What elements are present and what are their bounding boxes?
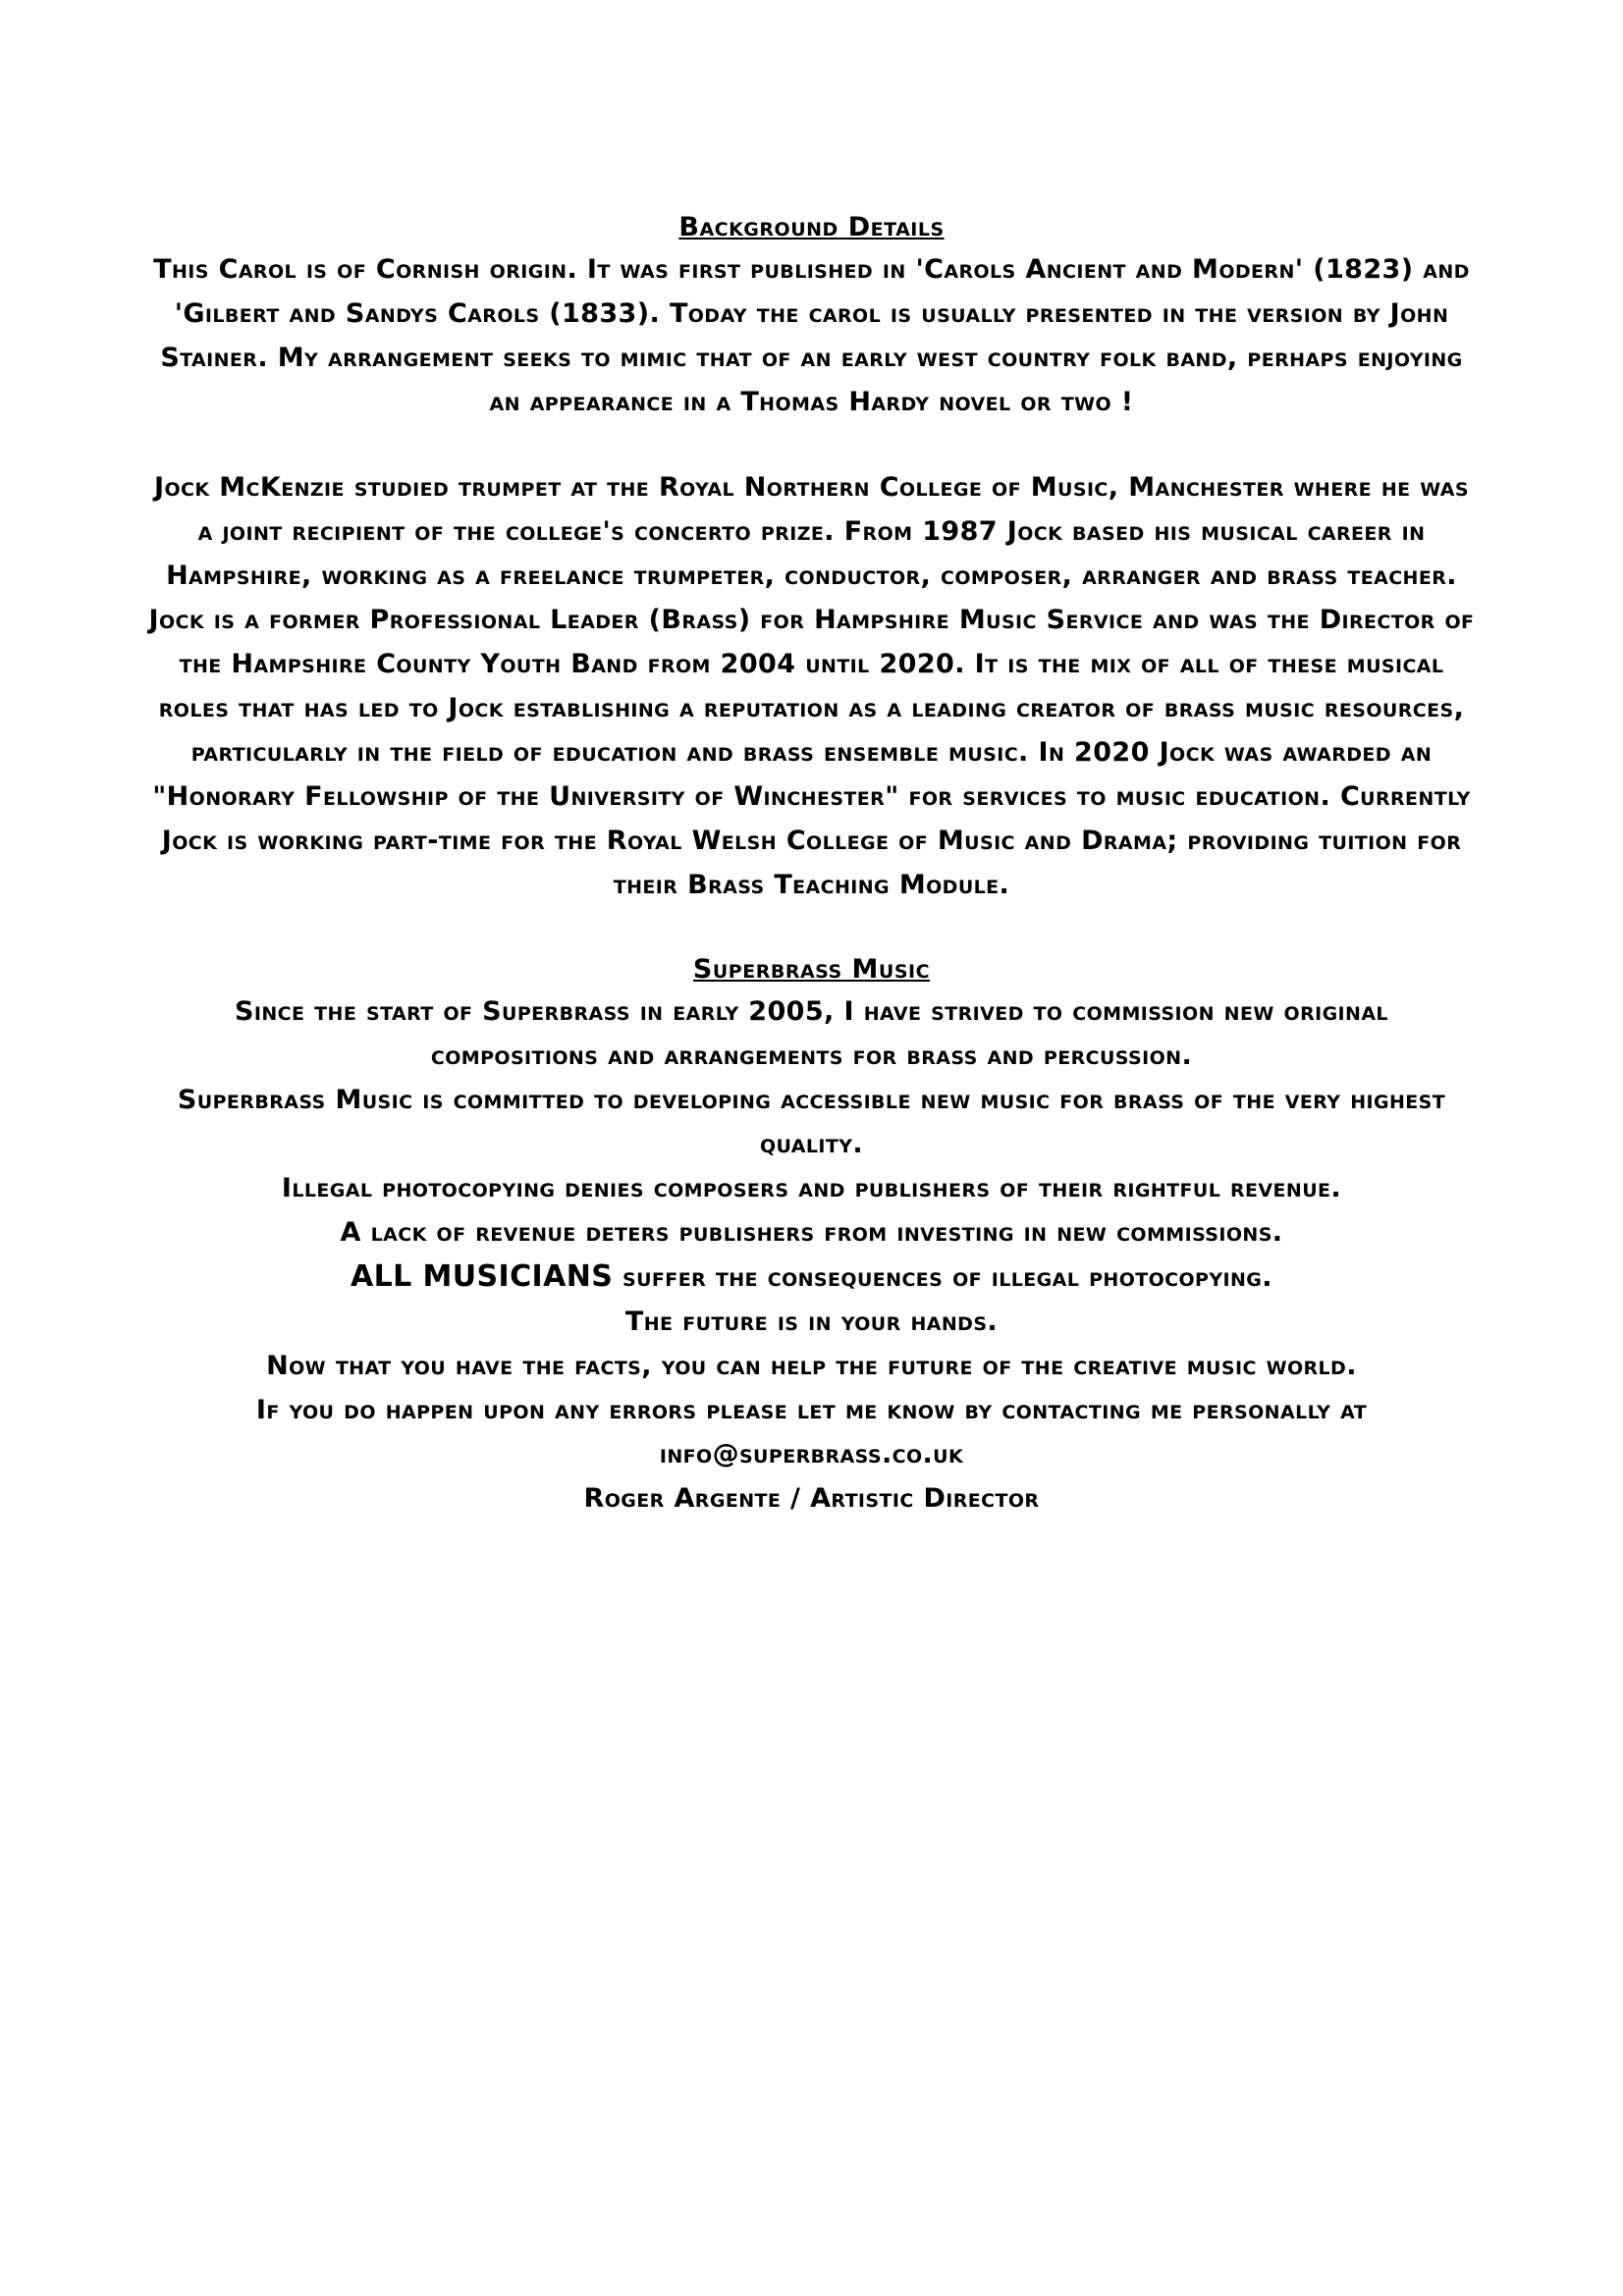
musicians-line xyxy=(147,1255,1476,1300)
photocopying-line: Illegal photocopying denies composers and publishers of their rightful revenue. xyxy=(281,1173,1342,1203)
musicians-line-rest: suffer the consequences of illegal photocopying. xyxy=(613,1262,1272,1293)
section-spacer xyxy=(147,424,1476,465)
background-paragraph: This Carol is of Cornish origin. It was first published in 'Carols Ancient and Modern' (1823) and 'Gilbert and Sandys Carols (1833). Today the carol is usually presented in the version by John Stainer. My arrangement seeks to mimic that of an early west country folk band, perhaps enjoying an appearance in a Thomas Hardy novel or two ! xyxy=(153,254,1470,417)
superbrass-music-heading: Superbrass Music xyxy=(692,954,931,985)
errors-line: If you do happen upon any errors please let me know by contacting me personally at xyxy=(255,1395,1368,1425)
all-musicians-text: ALL MUSICIANS xyxy=(351,1259,614,1294)
background-details-heading: Background Details xyxy=(678,212,945,242)
email-address: info@superbrass.co.uk xyxy=(659,1439,964,1469)
superbrass-paragraph-1: Since the start of Superbrass in early 2005, I have strived to commission new original compositions and arrangements for brass and percussion. xyxy=(235,996,1388,1071)
future-line: The future is in your hands. xyxy=(624,1307,999,1337)
facts-line: Now that you have the facts, you can help the future of the creative music world. xyxy=(266,1351,1357,1381)
signature-line: Roger Argente / Artistic Director xyxy=(583,1483,1040,1514)
superbrass-paragraph-2: Superbrass Music is committed to developing accessible new music for brass of the very highest quality. xyxy=(177,1085,1446,1159)
biography-paragraph: Jock McKenzie studied trumpet at the Royal Northern College of Music, Manchester where he was a joint recipient of the college's concerto prize. From 1987 Jock based his musical career in Hampshire, working as a freelance trumpeter, conductor, composer, arranger and brass teacher. Jock is a former Professional Leader (Brass) for Hampshire Music Service and was the Director of the Hampshire County Youth Band from 2004 until 2020. It is the mix of all of these musical roles that has led to Jock establishing a reputation as a leading creator of brass music resources, particularly in the field of education and brass ensemble music. In 2020 Jock was awarded an "Honorary Fellowship of the University of Winchester" for services to music education. Currently Jock is working part-time for the Royal Welsh College of Music and Drama; providing tuition for their Brass Teaching Module. xyxy=(148,472,1475,900)
section-spacer xyxy=(147,907,1476,950)
document-page xyxy=(147,208,1476,1521)
revenue-line: A lack of revenue deters publishers from investing in new commissions. xyxy=(340,1217,1283,1248)
